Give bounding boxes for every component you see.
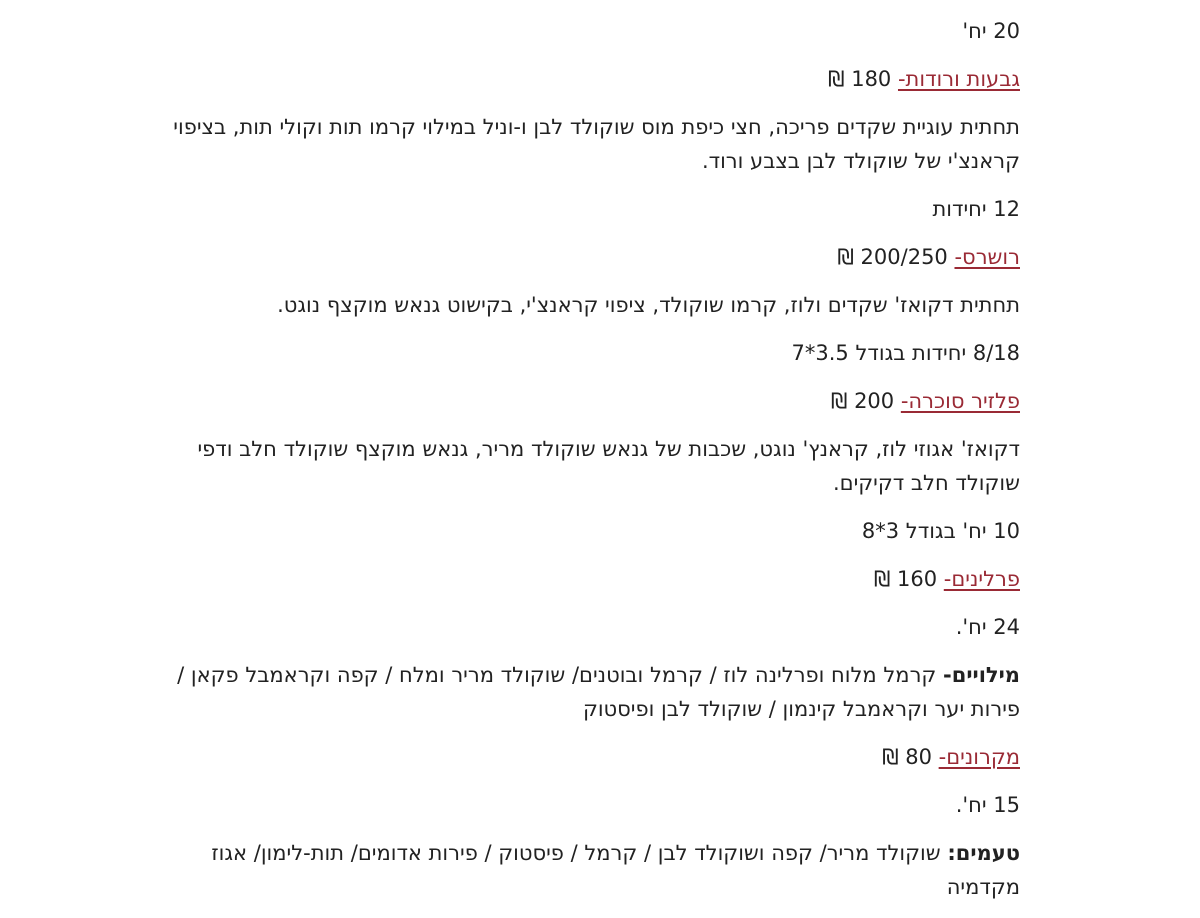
- product-title-pralines[interactable]: פרלינים-: [943, 567, 1020, 591]
- fillings-text: קרמל מלוח ופרלינה לוז / קרמל ובוטנים/ שוקולד מריר ומלח / קפה וקראמבל פקאן / פירות יער וקראמבל קינמון / שוקולד לבן ופיסטוק: [177, 663, 1020, 721]
- units-text-rochers: 12 יחידות: [932, 197, 1020, 221]
- product-line-pralines: [160, 562, 1020, 596]
- units-text-givaot: 20 יח': [962, 19, 1020, 43]
- product-title-macarons[interactable]: מקרונים-: [938, 745, 1020, 769]
- units-text-pralines: 10 יח' בגודל 3*8: [861, 519, 1020, 543]
- product-description-rochers: תחתית דקואז' שקדים ולוז, קרמו שוקולד, ציפוי קראנצ'י, בקישוט גנאש מוקצף נוגט.: [277, 293, 1020, 317]
- product-description-givaot: תחתית עוגיית שקדים פריכה, חצי כיפת מוס שוקולד לבן ו-וניל במילוי קרמו תות וקולי תות, בציפוי קראנצ'י של שוקולד לבן בצבע ורוד.: [173, 115, 1020, 173]
- product-title-givaot-vrudot[interactable]: גבעות ורודות-: [897, 67, 1020, 91]
- units-text-pralines-count: 24 יח'.: [955, 615, 1020, 639]
- product-price: 200/250 ₪: [837, 245, 955, 269]
- product-price: 180 ₪: [828, 67, 898, 91]
- flavors-line: [160, 836, 1020, 904]
- product-price: 200 ₪: [830, 389, 901, 413]
- product-line-plaisir: [160, 384, 1020, 418]
- product-title-plaisir-sucre[interactable]: פלזיר סוכרה-: [900, 389, 1020, 413]
- product-description-plaisir: דקואז' אגוזי לוז, קראנץ' נוגט, שכבות של גנאש שוקולד מריר, גנאש מוקצף שוקולד חלב ודפי שוקולד חלב דקיקים.: [197, 437, 1020, 495]
- units-text-plaisir: 8/18 יחידות בגודל 3.5*7: [791, 341, 1020, 365]
- fillings-label: מילויים-: [943, 663, 1020, 687]
- flavors-text: שוקולד מריר/ קפה ושוקולד לבן / קרמל / פיסטוק / פירות אדומים/ תות-לימון/ אגוז מקדמיה: [211, 841, 1020, 899]
- product-price: 80 ₪: [882, 745, 939, 769]
- product-price: 160 ₪: [873, 567, 944, 591]
- flavors-label: טעמים:: [947, 841, 1020, 865]
- product-line-macarons: [160, 740, 1020, 774]
- product-title-rochers[interactable]: רושרס-: [954, 245, 1020, 269]
- units-text-macarons: 15 יח'.: [955, 793, 1020, 817]
- fillings-line: [160, 658, 1020, 726]
- product-list: [160, 14, 1020, 918]
- product-line-givaot: [160, 62, 1020, 96]
- product-line-rochers: [160, 240, 1020, 274]
